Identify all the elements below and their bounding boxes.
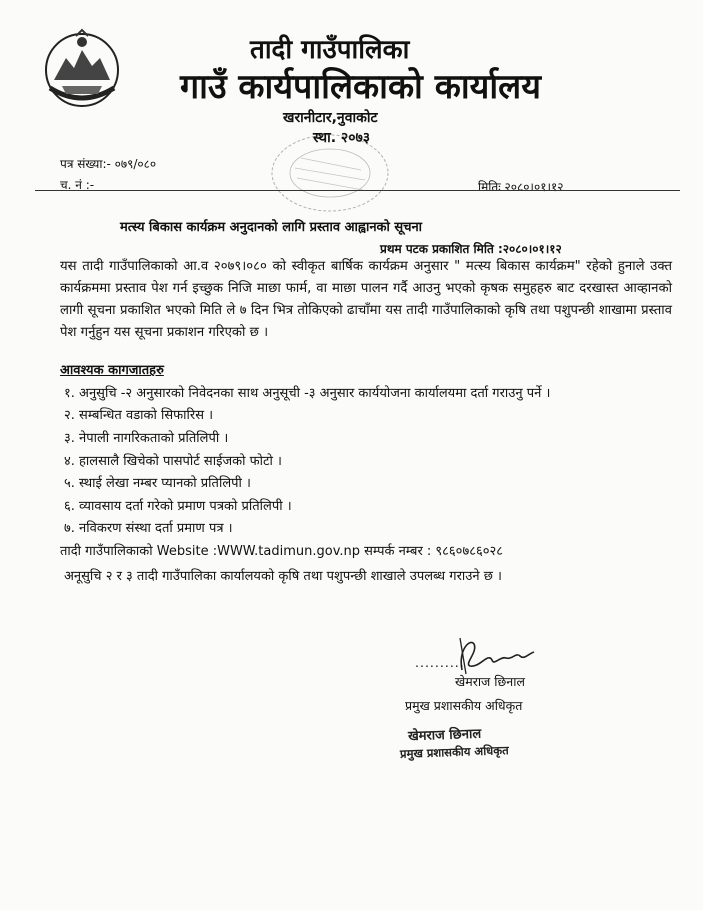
header-divider: [35, 190, 680, 191]
requirement-item: १. अनुसुचि -२ अनुसारको निवेदनका साथ अनुसूची -३ अनुसार कार्ययोजना कार्यालयमा दर्ता गराउनु पर्ने ।: [64, 386, 551, 401]
first-published-date: प्रथम पटक प्रकाशित मिति :२०८०।०१।१२: [380, 242, 562, 256]
government-emblem-icon: [40, 28, 124, 110]
contact-line: तादी गाउँपालिकाको Website :WWW.tadimun.gov.np सम्पर्क नम्बर : ९८६०७८६०२८: [60, 544, 504, 559]
established-year: स्था. २०७३: [313, 130, 371, 146]
requirements-heading: आवश्यक कागजातहरु: [60, 363, 164, 378]
letter-number: पत्र संख्या:- ०७९/०८०: [60, 157, 157, 171]
stamp-designation: प्रमुख प्रशासकीय अधिकृत: [399, 743, 509, 761]
requirement-item: ७. नविकरण संस्था दर्ता प्रमाण पत्र ।: [64, 521, 233, 536]
signatory-name: खेमराज छिनाल: [455, 674, 525, 689]
notice-subject: मत्स्य बिकास कार्यक्रम अनुदानको लागि प्रस्ताव आह्वानको सूचना: [120, 220, 423, 235]
municipality-name: तादी गाउँपालिका: [250, 35, 410, 65]
letter-date: मितिः २०८०।०१।१२: [478, 180, 564, 194]
requirement-item: ५. स्थाई लेखा नम्बर प्यानको प्रतिलिपी ।: [64, 476, 251, 491]
office-seal-stamp: [265, 128, 395, 218]
dispatch-number: च. नं :-: [60, 178, 95, 192]
requirement-item: ३. नेपाली नागरिकताको प्रतिलिपी ।: [64, 431, 229, 446]
office-location: खरानीटार,नुवाकोट: [283, 110, 378, 126]
annex-line: अनूसुचि २ र ३ तादी गाउँपालिका कार्यालयको कृषि तथा पशुपन्छी शाखाले उपलब्ध गराउने छ ।: [64, 569, 502, 584]
signature-dots: ..........: [415, 655, 465, 670]
requirement-item: ४. हालसालै खिचेको पासपोर्ट साईजको फोटो ।: [64, 454, 282, 469]
requirement-item: २. सम्बन्धित वडाको सिफारिस ।: [64, 408, 214, 423]
requirement-item: ६. व्यावसाय दर्ता गरेको प्रमाण पत्रको प्रतिलिपी ।: [64, 499, 292, 514]
stamp-name: खेमराज छिनाल: [407, 726, 482, 745]
signatory-designation: प्रमुख प्रशासकीय अधिकृत: [405, 698, 523, 713]
notice-body: यस तादी गाउँपालिकाको आ.व २०७९।०८० को स्वीकृत बार्षिक कार्यक्रम अनुसार " मत्स्य बिकास कार्यक्रम" रहेको हुनाले उक्त कार्यक्रममा प्रस्ताव पेश गर्न इच्छुक निजि माछा फार्म, वा माछा पालन गर्दै आउनु भएको कृषक समुहहरु बाट दरखास्त आव्हानको लागी सूचना प्रकाशित भएको मिति ले ७ दिन भित्र तोकिएको ढाचाँमा यस तादी गाउँपालिकाको कृषि तथा पशुपन्छी शाखामा प्रस्ताव पेश गर्नुहुन यस सूचना प्रकाशन गरिएको छ ।: [60, 259, 672, 340]
office-name: गाउँ कार्यपालिकाको कार्यालय: [180, 67, 541, 107]
